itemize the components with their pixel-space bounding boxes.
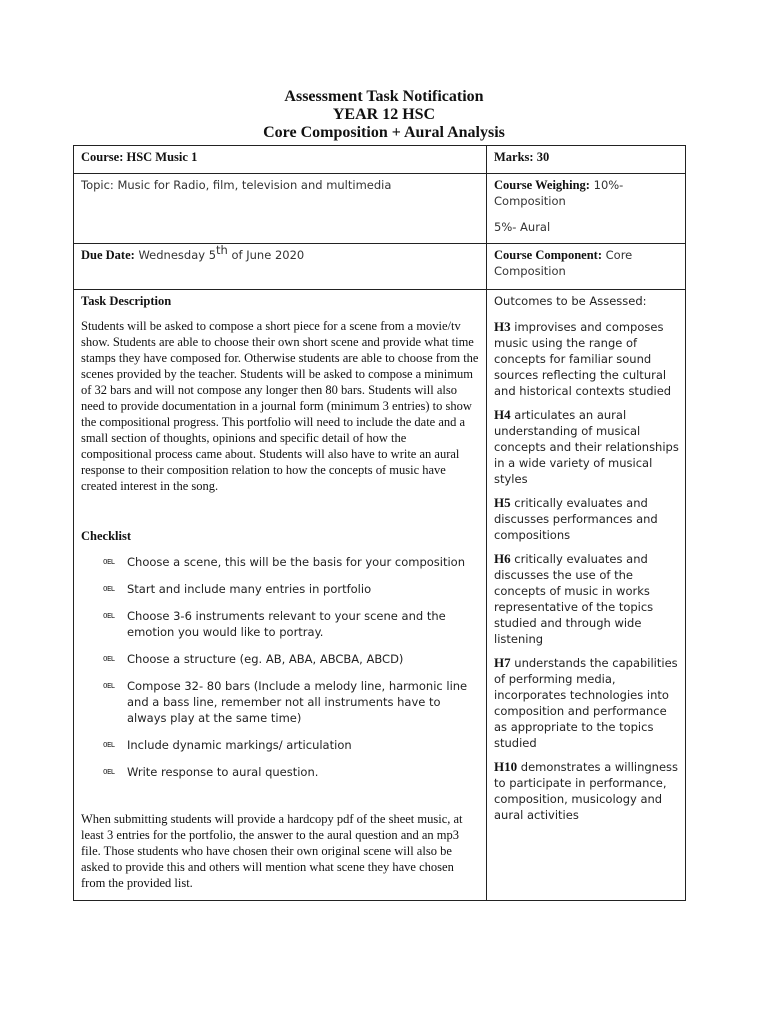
topic-cell: Topic: Music for Radio, film, television and multimedia — [74, 174, 487, 244]
checklist-item: 0EL Choose a scene, this will be the basis for your composition — [103, 555, 465, 569]
topic-row — [74, 174, 686, 244]
weighing-label: Course Weighing: — [494, 178, 590, 192]
outcomes-cell — [487, 290, 686, 901]
outcome-code: H7 — [494, 655, 511, 670]
document-title: Assessment Task Notification — [284, 88, 484, 105]
checklist-item: 0EL Write response to aural question. — [103, 765, 319, 779]
outcome-item: H5 critically evaluates and discusses performances and compositions — [494, 495, 658, 542]
assessment-table — [73, 145, 686, 901]
component-label: Course Component: — [494, 248, 602, 262]
checklist-item: 0EL Include dynamic markings/ articulation — [103, 738, 352, 752]
checklist-item: 0EL Compose 32- 80 bars (Include a melody line, harmonic line and a bass line, remember not all instruments have to always play at the same time) — [103, 679, 468, 725]
document-title-block — [0, 88, 768, 142]
outcomes-heading: Outcomes to be Assessed: — [494, 294, 647, 308]
bullet-icon: 0EL — [103, 585, 115, 593]
due-label: Due Date: — [81, 248, 135, 262]
component-cell — [487, 244, 686, 290]
weighing-aural: 5%- Aural — [494, 220, 551, 234]
outcome-item: H7 understands the capabilities of performing media, incorporates technologies into composition and performance as appropriate to the topics studied — [494, 655, 678, 750]
bullet-icon: 0EL — [103, 741, 115, 749]
outcome-item: H10 demonstrates a willingness to participate in performance, composition, musicology and aural activities — [494, 759, 679, 822]
course-row — [74, 146, 686, 174]
outcome-code: H4 — [494, 407, 511, 422]
submission-note: When submitting students will provide a hardcopy pdf of the sheet music, at least 3 entries for the portfolio, the answer to the aural question and an mp3 file. Those students who have chosen their own original scene will also be asked to provide this and others will mention what scene they have chosen from the provided list. — [81, 812, 463, 890]
marks-cell: Marks: 30 — [487, 146, 686, 174]
task-description: Students will be asked to compose a short piece for a scene from a movie/tv show. Students are able to choose their own short scene and provide what time stamps they have composed for. Otherwise students are able to choose from the scenes provided by the teacher. Students will be asked to compose a minimum of 32 bars and will not compose any longer then 80 bars. Students will also need to provide documentation in a journal form (minimum 3 entries) to show the compositional progress. This portfolio will need to include the date and a small section of thoughts, opinions and specific detail of how the compositional process came about. Students will also have to write an aural response to their composition relation to how the concepts of music have created interest in the song. — [81, 319, 479, 493]
checklist-item: 0EL Start and include many entries in portfolio — [103, 582, 372, 596]
bullet-icon: 0EL — [103, 612, 115, 620]
bullet-icon: 0EL — [103, 768, 115, 776]
due-row — [74, 244, 686, 290]
outcome-item: H3 improvises and composes music using the range of concepts for familiar sound sources reflecting the cultural and historical contexts studied — [494, 319, 672, 398]
outcome-item: H4 articulates an aural understanding of musical concepts and their relationships in a wide variety of musical styles — [494, 407, 679, 486]
weighing-value: 10%- Composition — [494, 178, 624, 208]
checklist-title: Checklist — [81, 529, 131, 543]
bullet-icon: 0EL — [103, 682, 115, 690]
due-cell — [74, 244, 487, 290]
checklist — [81, 554, 480, 780]
outcome-code: H3 — [494, 319, 511, 334]
due-month: of June 2020 — [227, 248, 305, 262]
outcome-code: H5 — [494, 495, 511, 510]
outcome-code: H6 — [494, 551, 511, 566]
due-day: Wednesday 5 — [134, 248, 217, 262]
weighing-cell — [487, 174, 686, 244]
outcome-code: H10 — [494, 759, 518, 774]
outcome-item: H6 critically evaluates and discusses the use of the concepts of music in works representative of the topics studied and through wide listening — [494, 551, 654, 646]
due-ordinal: th — [216, 242, 228, 257]
bullet-icon: 0EL — [103, 655, 115, 663]
bullet-icon: 0EL — [103, 558, 115, 566]
checklist-item: 0EL Choose 3-6 instruments relevant to your scene and the emotion you would like to portray. — [103, 609, 446, 639]
checklist-item: 0EL Choose a structure (eg. AB, ABA, ABCBA, ABCD) — [103, 652, 404, 666]
course-cell: Course: HSC Music 1 — [74, 146, 487, 174]
task-cell — [74, 290, 487, 901]
document-year: YEAR 12 HSC — [332, 106, 436, 123]
component-value: Core Composition — [494, 248, 633, 278]
task-row — [74, 290, 686, 901]
document-subtitle: Core Composition + Aural Analysis — [263, 124, 505, 141]
task-title: Task Description — [81, 294, 172, 308]
